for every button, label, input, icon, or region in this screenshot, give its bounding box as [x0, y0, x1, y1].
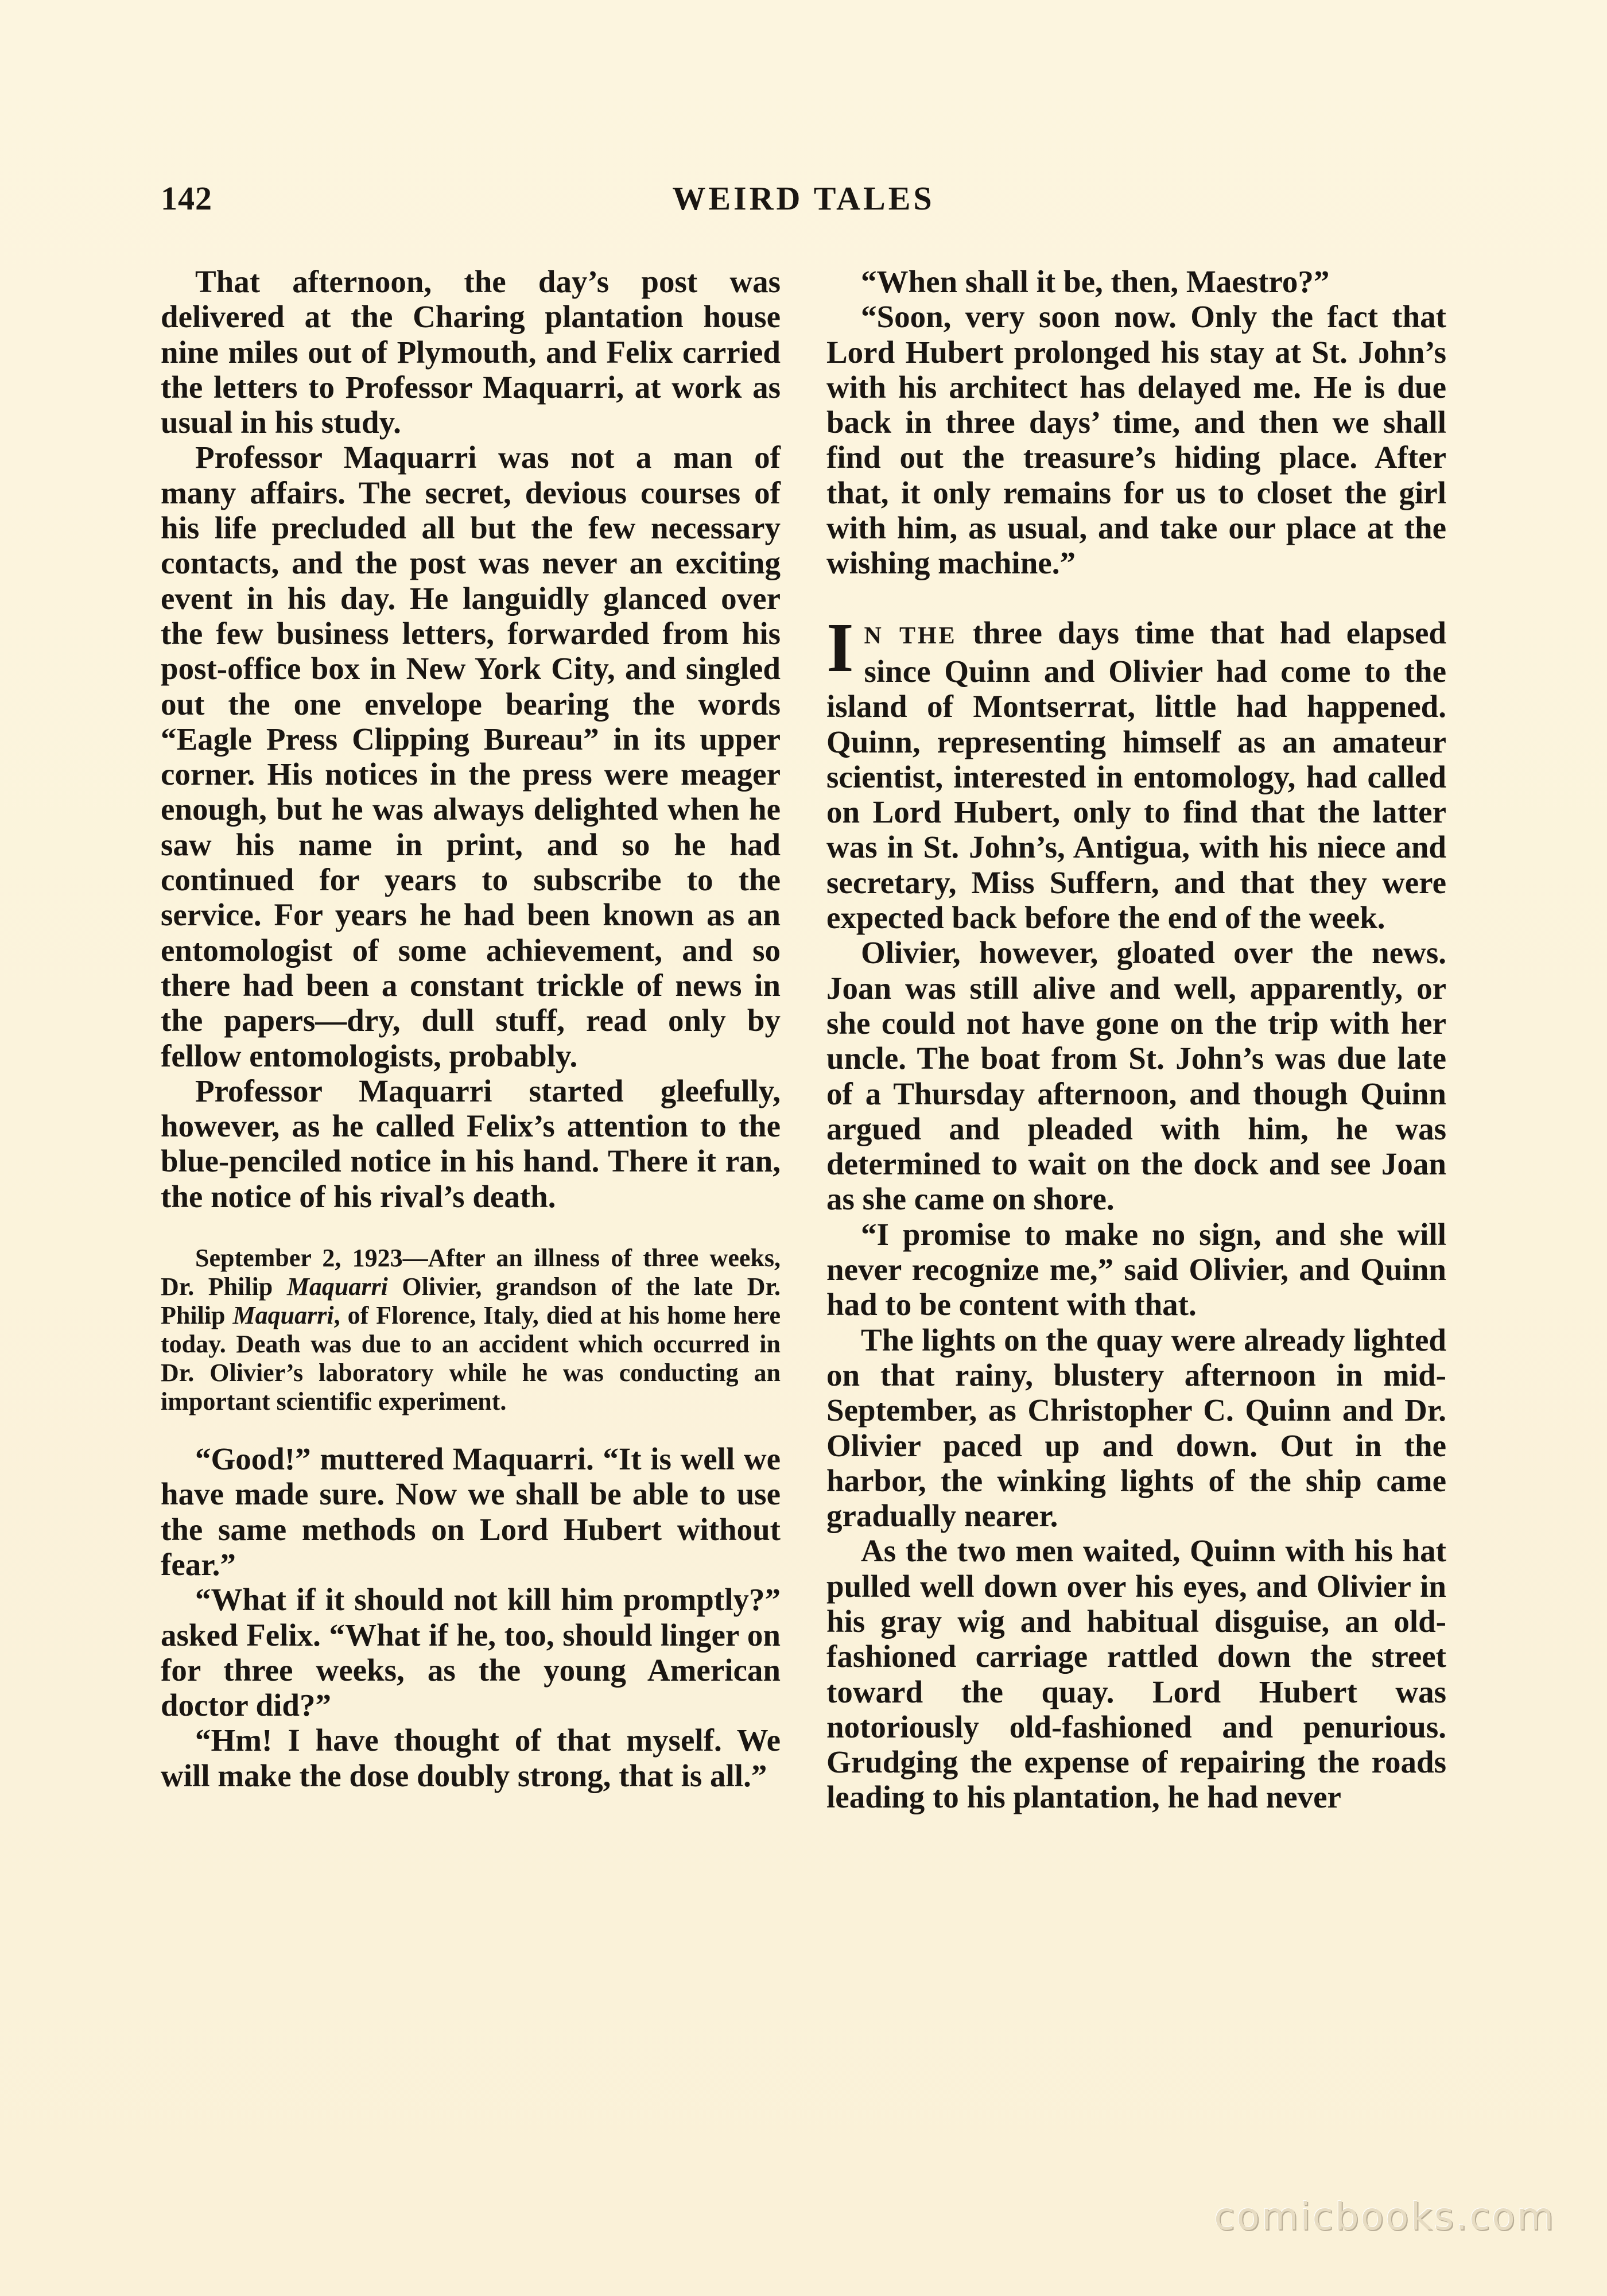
running-head	[161, 179, 1446, 225]
paragraph: “Good!” muttered Maquarri. “It is well we have made sure. Now we shall be able to use the same methods on Lord Hubert without fear.”	[161, 1441, 781, 1582]
watermark: comicbooks.com	[1214, 2194, 1555, 2239]
notice-name-italic: Maquarri	[232, 1301, 334, 1330]
notice-text: Olivier, grandson of the late Dr. Philip	[161, 1273, 781, 1330]
paragraph: Professor Maquarri was not a man of many affairs. The secret, devious courses of his life precluded all but the few necessary contacts, and the post was never an exciting event in his day. He languidly glanced over the few business letters, forwarded from his post-office box in New York City, and singled out the one envelope bearing the words “Eagle Press Clipping Bureau” in its upper corner. His notices in the press were meager enough, but he was always delighted when he saw his name in print, and so he had continued for years to subscribe to the service. For years he had been known as an entomologist of some achievement, and so there had been a constant trickle of news in the papers—dry, dull stuff, read only by fellow entomologists, probably.	[161, 440, 781, 1073]
paragraph: “Hm! I have thought of that myself. We will make the dose doubly strong, that is all.”	[161, 1723, 781, 1793]
magazine-title: WEIRD TALES	[672, 180, 935, 217]
small-caps-lead: N THE	[864, 622, 957, 649]
section-opening-paragraph	[826, 608, 1446, 936]
notice-name-italic: Maquarri	[286, 1273, 388, 1301]
death-notice	[161, 1244, 781, 1416]
notice-text: September 2, 1923—After an illness of three weeks, Dr. Philip	[161, 1244, 781, 1301]
paragraph: “Soon, very soon now. Only the fact that Lord Hubert prolonged his stay at St. John’s with his architect has delayed me. He is due back in three days’ time, and then we shall find out the treasure’s hiding place. After that, it only remains for us to closet the girl with him, as usual, and take our place at the wishing machine.”	[826, 299, 1446, 581]
right-column	[826, 264, 1446, 1815]
paragraph: That afternoon, the day’s post was delivered at the Charing plantation house nine miles out of Plymouth, and Felix carried the letters to Professor Maquarri, at work as usual in his study.	[161, 264, 781, 440]
paragraph: Professor Maquarri started gleefully, however, as he called Felix’s attention to the blue-penciled notice in his hand. There it ran, the notice of his rival’s death.	[161, 1073, 781, 1214]
paragraph: “When shall it be, then, Maestro?”	[861, 264, 1330, 299]
page-number: 142	[161, 180, 212, 217]
paragraph: “I promise to make no sign, and she will never recognize me,” said Olivier, and Quinn had to be content with that.	[826, 1216, 1446, 1322]
paragraph: As the two men waited, Quinn with his hat pulled well down over his eyes, and Olivier in his gray wig and habitual disguise, an old-fashioned carriage rattled down the street toward the quay. Lord Hubert was notoriously old-fashioned and penurious. Grudging the expense of repairing the roads leading to his plantation, he had never	[826, 1533, 1446, 1815]
left-column	[161, 264, 781, 1793]
paragraph: Olivier, however, gloated over the news. Joan was still alive and well, apparently, or she could not have gone on the trip with her uncle. The boat from St. John’s was due late of a Thursday afternoon, and though Quinn argued and pleaded with him, he was determined to wait on the dock and see Joan as she came on shore.	[826, 935, 1446, 1217]
paragraph: The lights on the quay were already lighted on that rainy, blustery afternoon in mid-September, as Christopher C. Quinn and Dr. Olivier paced up and down. Out in the harbor, the winking lights of the ship came gradually nearer.	[826, 1322, 1446, 1534]
notice-text: , of Florence, Italy, died at his home here today. Death was due to an accident which occurred in Dr. Olivier’s laboratory while he was conducting an important scientific experiment.	[161, 1301, 781, 1416]
section-text: three days time that had elapsed since Quinn and Olivier had come to the island of Montserrat, little had happened. Quinn, representing himself as an amateur scientist, interested in entomology, had called on Lord Hubert, only to find that the latter was in St. John’s, Antigua, with his niece and secretary, Miss Suffern, and that they were expected back before the end of the week.	[826, 615, 1446, 936]
drop-cap: I	[826, 608, 854, 687]
paragraph: “What if it should not kill him promptly?” asked Felix. “What if he, too, should linger on for three weeks, as the young American doctor did?”	[161, 1582, 781, 1723]
